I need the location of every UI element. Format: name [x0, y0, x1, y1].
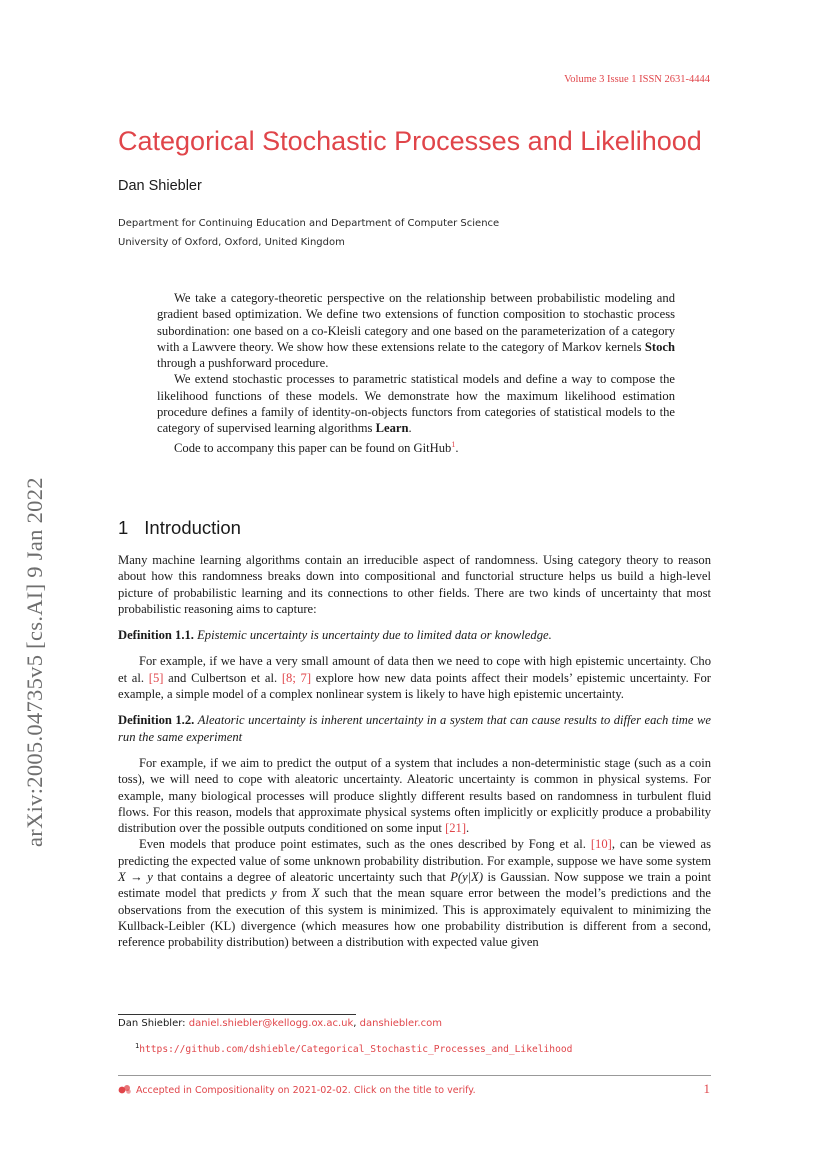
abstract-paragraph-2: We extend stochastic processes to parametric statistical models and define a way to compose the likelihood functions of these models. We demonstrate how the maximum likelihood estimation procedure defines a family of identity-on-objects functors from categories of statistical models to the category of supervised learning algorithms Learn.	[157, 372, 675, 436]
footer-rule	[118, 1075, 711, 1076]
paper-title[interactable]: Categorical Stochastic Processes and Likelihood	[118, 126, 702, 156]
arxiv-stamp: arXiv:2005.04735v5 [cs.AI] 9 Jan 2022	[22, 477, 47, 847]
introduction-body	[118, 552, 711, 951]
abstract	[157, 290, 675, 456]
abstract-paragraph-3: Code to accompany this paper can be found on GitHub$^1$.	[174, 439, 459, 455]
citation-21[interactable]: [21]	[445, 821, 467, 836]
affiliation-line-2: University of Oxford, Oxford, United Kingdom	[118, 237, 345, 248]
page-number: 1	[703, 1081, 710, 1096]
accepted-notice[interactable]: Accepted in Compositionality on 2021-02-02. Click on the title to verify.	[118, 1083, 476, 1096]
footnote-1-mark[interactable]: 1	[451, 439, 456, 449]
author-name: Dan Shiebler	[118, 178, 202, 194]
compositionality-logo-icon	[118, 1083, 132, 1095]
github-link[interactable]: https://github.com/dshieble/Categorical_Stochastic_Processes_and_Likelihood	[139, 1044, 573, 1056]
intro-paragraph-2: For example, if we have a very small amount of data then we need to cope with high epistemic uncertainty. Cho et al. [5] and Culbertson et al. [8; 7] explore how new data points affect their models’ epistemic uncertainty. For example, a simple model of a complex nonlinear system is likely to have high epistemic uncertainty.	[118, 654, 711, 702]
citation-8-7[interactable]: [8; 7]	[281, 670, 312, 685]
footnote-rule	[118, 1014, 356, 1015]
definition-1-1: Definition 1.1. Epistemic uncertainty is uncertainty due to limited data or knowledge.	[118, 628, 552, 643]
definition-1-2: Definition 1.2. Aleatoric uncertainty is inherent uncertainty in a system that can cause results to differ each time we run the same experiment	[118, 713, 711, 744]
affiliation-line-1: Department for Continuing Education and Department of Computer Science	[118, 218, 500, 229]
abstract-paragraph-1: We take a category-theoretic perspective on the relationship between probabilistic modeling and gradient based optimization. We define two extensions of function composition to stochastic process subordination: one based on a co-Kleisli category and one based on the parameterization of a category with a Lawvere theory. We show how these extensions relate to the category of Markov kernels Stoch through a pushforward procedure.	[157, 291, 675, 371]
section-heading-introduction: 1 Introduction	[118, 517, 241, 538]
citation-10[interactable]: [10]	[590, 837, 612, 852]
intro-paragraph-3: For example, if we aim to predict the output of a system that includes a non-deterministic stage (such as a coin toss), we will need to cope with aleatoric uncertainty. Aleatoric uncertainty is common in physical systems. For example, many biological processes will produce slightly different results based on randomness in turbulent fluid flows. For this reason, models that approximate physical systems often implicitly or explicitly produce a probability distribution over the possible outputs conditioned on some input [21].	[118, 755, 711, 836]
footnote-1: $^1$https://github.com/dshieble/Categorical_Stochastic_Processes_and_Likelihood	[135, 1042, 573, 1056]
author-email-link[interactable]: daniel.shiebler@kellogg.ox.ac.uk	[188, 1018, 354, 1029]
citation-5[interactable]: [5]	[148, 670, 164, 685]
journal-volume: Volume 3 Issue 1 ISSN 2631-4444	[564, 74, 710, 85]
intro-paragraph-4: Even models that produce point estimates, such as the ones described by Fong et al. [10], can be viewed as predicting the expected value of some unknown probability distribution. For example, suppose we have some system X → y that contains a degree of aleatoric uncertainty such that P(y|X) is Gaussian. Now suppose we train a point estimate model that predicts y from X such that the mean square error between the model’s predictions and the observations from the execution of this system is minimized. This is approximately equivalent to minimizing the Kullback-Leibler (KL) divergence (which measures how one probability distribution is different from a second, reference probability distribution) between a distribution with expected value given	[118, 837, 711, 950]
intro-paragraph-1: Many machine learning algorithms contain an irreducible aspect of randomness. Using category theory to reason about how this randomness breaks down into compositional and functorial structure helps us build a high-level picture of probabilistic learning and its connections to other fields. There are two kinds of uncertainty that most probabilistic reasoning aims to capture:	[118, 553, 711, 616]
author-website-link[interactable]: danshiebler.com	[359, 1018, 442, 1029]
author-footnote: Dan Shiebler: daniel.shiebler@kellogg.ox.ac.uk, danshiebler.com	[118, 1018, 442, 1029]
